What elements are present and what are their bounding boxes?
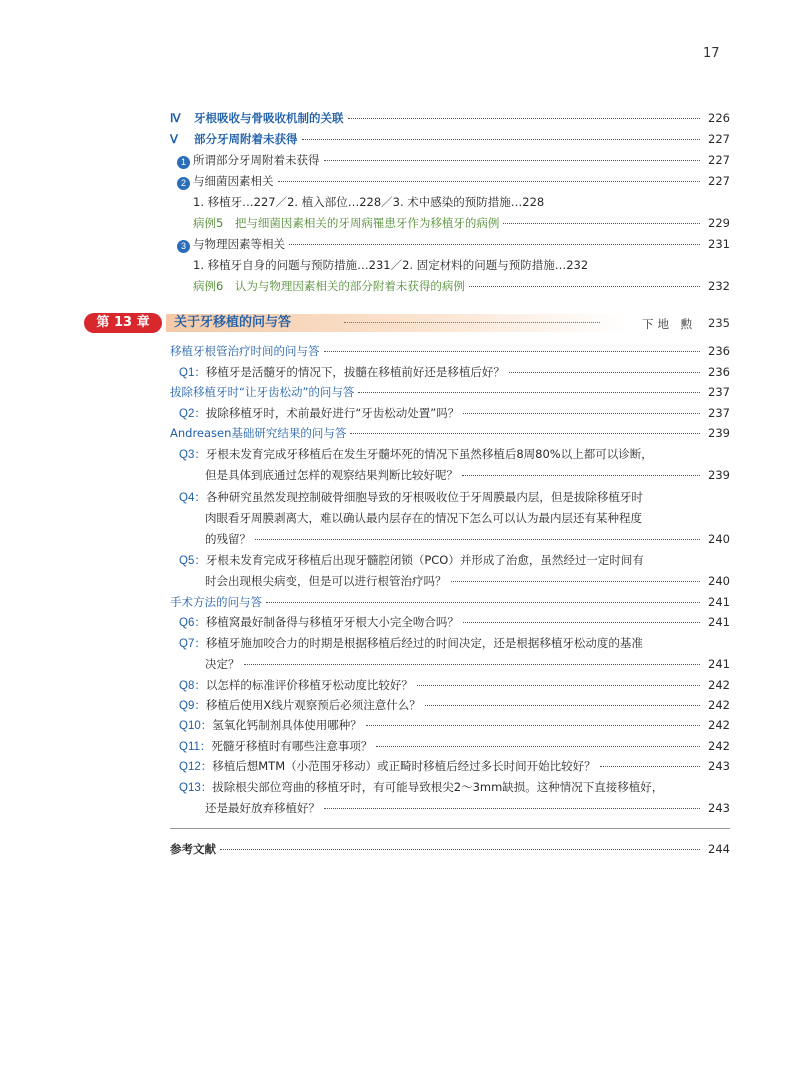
subsection-items: 1. 移植牙…227／2. 植入部位…228／3. 术中感染的预防措施…228 <box>193 195 545 209</box>
toc-question-5-line-1[interactable] <box>179 552 644 569</box>
dot-leader <box>425 705 700 706</box>
section-title: 牙根吸收与骨吸收机制的关联 <box>194 111 344 125</box>
question-text: 以怎样的标准评价移植牙松动度比较好？ <box>205 678 413 692</box>
dot-leader <box>509 372 700 373</box>
question-label: Q7： <box>179 638 206 650</box>
toc-group-3[interactable] <box>170 425 730 441</box>
question-label: Q4： <box>179 492 206 504</box>
page-ref: 227 <box>708 153 730 167</box>
question-text: 肉眼看牙周膜剥离大，难以确认最内层存在的情况下怎么可以认为最内层还有某种程度 <box>205 511 642 525</box>
question-text: 移植牙是活髓牙的情况下，拔髓在移植前好还是移植后好？ <box>205 365 505 379</box>
page-ref: 237 <box>708 385 730 399</box>
toc-group-2[interactable] <box>170 384 730 400</box>
question-label: Q6： <box>179 617 206 629</box>
dot-leader <box>366 725 700 726</box>
chapter-badge: 第 13 章 <box>84 313 162 333</box>
toc-question-9[interactable] <box>179 697 730 714</box>
dot-leader <box>463 413 700 414</box>
group-title: 移植牙根管治疗时间的问与答 <box>170 344 320 358</box>
page-ref: 239 <box>708 426 730 440</box>
dot-leader <box>503 223 700 224</box>
question-text: 时会出现根尖病变，但是可以进行根管治疗吗？ <box>205 574 447 588</box>
page-ref: 240 <box>708 574 730 588</box>
dot-leader <box>417 685 700 686</box>
toc-references[interactable] <box>170 841 730 857</box>
toc-question-2[interactable] <box>179 405 730 422</box>
question-text: 移植后想MTM（小范围牙移动）或正畸时移植后经过多长时间开始比较好？ <box>212 759 596 773</box>
group-title: 手术方法的问与答 <box>170 595 262 609</box>
section-title: 部分牙周附着未获得 <box>194 132 298 146</box>
toc-question-4-line-1[interactable] <box>179 489 643 506</box>
question-text: 拔除根尖部位弯曲的移植牙时，有可能导致根尖2～3mm缺损。这种情况下直接移植好， <box>212 780 664 794</box>
toc-question-3-line-2[interactable] <box>205 467 730 483</box>
page-ref: 235 <box>708 316 730 330</box>
subsection-title: 与物理因素等相关 <box>193 237 285 251</box>
dot-leader <box>289 244 700 245</box>
dot-leader <box>255 539 700 540</box>
toc-question-13-line-2[interactable] <box>205 800 730 816</box>
dot-leader <box>266 602 700 603</box>
toc-section-v[interactable] <box>170 131 730 148</box>
question-label: Q11： <box>179 741 212 753</box>
toc-question-5-line-2[interactable] <box>205 573 730 589</box>
dot-leader <box>244 664 701 665</box>
dot-leader <box>324 808 700 809</box>
page-ref: 241 <box>708 657 730 671</box>
toc-subsection-3[interactable] <box>177 236 730 252</box>
question-text: 决定？ <box>205 657 240 671</box>
page-ref: 231 <box>708 237 730 251</box>
page-ref: 244 <box>708 842 730 856</box>
toc-subsection-2[interactable] <box>177 173 730 189</box>
question-text: 但是具体到底通过怎样的观察结果判断比较好呢？ <box>205 468 458 482</box>
dot-leader <box>344 322 600 323</box>
toc-question-3-line-1[interactable] <box>179 446 653 463</box>
dot-leader <box>324 351 701 352</box>
toc-section-iv[interactable] <box>170 110 730 127</box>
toc-question-11[interactable] <box>179 738 730 755</box>
number-circle-icon: 1 <box>177 156 190 169</box>
question-text: 牙根未发育完成牙移植后在发生牙髓坏死的情况下虽然移植后8周80%以上都可以诊断， <box>205 447 653 461</box>
question-text: 牙根未发育完成牙移植后出现牙髓腔闭锁（PCO）并形成了治愈，虽然经过一定时间有 <box>205 553 644 567</box>
section-numeral: Ⅴ <box>170 134 178 146</box>
page-ref: 242 <box>708 698 730 712</box>
chapter-heading[interactable] <box>84 313 730 333</box>
toc-subsection-1[interactable] <box>177 152 730 168</box>
toc-question-10[interactable] <box>179 717 730 734</box>
group-title: Andreasen基础研究结果的问与答 <box>170 426 347 440</box>
toc-case-5[interactable] <box>193 215 730 231</box>
dot-leader <box>469 286 700 287</box>
toc-question-13-line-1[interactable] <box>179 779 663 796</box>
question-label: Q10： <box>179 720 213 732</box>
page-ref: 239 <box>708 468 730 482</box>
page-ref: 236 <box>708 344 730 358</box>
page-ref: 236 <box>708 365 730 379</box>
page-ref: 242 <box>708 739 730 753</box>
page-ref: 240 <box>708 532 730 546</box>
question-text: 移植窝最好制备得与移植牙牙根大小完全吻合吗？ <box>205 615 459 629</box>
question-text: 移植牙施加咬合力的时期是根据移植后经过的时间决定，还是根据移植牙松动度的基准 <box>205 636 643 650</box>
dot-leader <box>600 766 700 767</box>
number-circle-icon: 2 <box>177 177 190 190</box>
page-ref: 242 <box>708 718 730 732</box>
page-ref: 227 <box>708 132 730 146</box>
subsection-title: 与细菌因素相关 <box>193 174 274 188</box>
question-text: 各种研究虽然发现控制破骨细胞导致的牙根吸收位于牙周膜最内层，但是拔除移植牙时 <box>205 490 643 504</box>
toc-group-1[interactable] <box>170 343 730 359</box>
toc-question-1[interactable] <box>179 364 730 381</box>
toc-case-6[interactable] <box>193 278 730 294</box>
question-label: Q2： <box>179 408 206 420</box>
references-title: 参考文献 <box>170 842 216 856</box>
page-ref: 243 <box>708 759 730 773</box>
toc-question-12[interactable] <box>179 758 730 775</box>
question-text: 死髓牙移植时有哪些注意事项？ <box>211 739 373 753</box>
question-label: Q1： <box>179 367 206 379</box>
page-ref: 227 <box>708 174 730 188</box>
toc-question-7-line-1[interactable] <box>179 635 643 652</box>
dot-leader <box>324 160 701 161</box>
chapter-title: 关于牙移植的问与答 <box>174 315 292 330</box>
group-title: 拔除移植牙时“让牙齿松动”的问与答 <box>170 385 355 399</box>
question-text: 移植后使用X线片观察预后必须注意什么？ <box>205 698 421 712</box>
question-label: Q9： <box>179 700 206 712</box>
question-text: 的残留？ <box>205 532 251 546</box>
page-ref: 242 <box>708 678 730 692</box>
subsection-title: 所谓部分牙周附着未获得 <box>193 153 320 167</box>
page-ref: 237 <box>708 406 730 420</box>
question-label: Q5： <box>179 555 206 567</box>
toc-group-4[interactable] <box>170 594 730 610</box>
question-label: Q13： <box>179 782 213 794</box>
dot-leader <box>358 392 700 393</box>
dot-leader <box>451 581 701 582</box>
page-ref: 226 <box>708 111 730 125</box>
page-ref: 232 <box>708 279 730 293</box>
dot-leader <box>220 849 700 850</box>
toc-question-6[interactable] <box>179 614 730 631</box>
dot-leader <box>376 746 700 747</box>
page-ref: 241 <box>708 595 730 609</box>
toc-question-8[interactable] <box>179 677 730 694</box>
toc-question-7-line-2[interactable] <box>205 656 730 672</box>
page-ref: 241 <box>708 615 730 629</box>
toc-question-4-line-3[interactable] <box>205 531 730 547</box>
question-text: 还是最好放弃移植好？ <box>205 801 320 815</box>
question-label: Q3： <box>179 449 206 461</box>
page-ref: 229 <box>708 216 730 230</box>
page-ref: 243 <box>708 801 730 815</box>
divider-rule <box>170 828 730 829</box>
dot-leader <box>350 433 700 434</box>
question-label: Q12： <box>179 761 213 773</box>
page-number: 17 <box>703 46 720 61</box>
dot-leader <box>278 181 701 182</box>
question-label: Q8： <box>179 680 206 692</box>
dot-leader <box>462 475 700 476</box>
chapter-author: 下地 勲 <box>642 317 697 331</box>
subsection-items: 1. 移植牙自身的问题与预防措施…231／2. 固定材料的问题与预防措施…232 <box>193 258 589 272</box>
question-text: 拔除移植牙时，术前最好进行“牙齿松动处置”吗？ <box>205 406 460 420</box>
dot-leader <box>463 622 700 623</box>
dot-leader <box>302 139 701 140</box>
question-text: 氢氧化钙制剂具体使用哪种？ <box>212 718 362 732</box>
case-title: 病例6 认为与物理因素相关的部分附着未获得的病例 <box>193 279 465 293</box>
number-circle-icon: 3 <box>177 240 190 253</box>
case-title: 病例5 把与细菌因素相关的牙周病罹患牙作为移植牙的病例 <box>193 216 500 230</box>
section-numeral: Ⅳ <box>170 113 181 125</box>
dot-leader <box>348 118 701 119</box>
